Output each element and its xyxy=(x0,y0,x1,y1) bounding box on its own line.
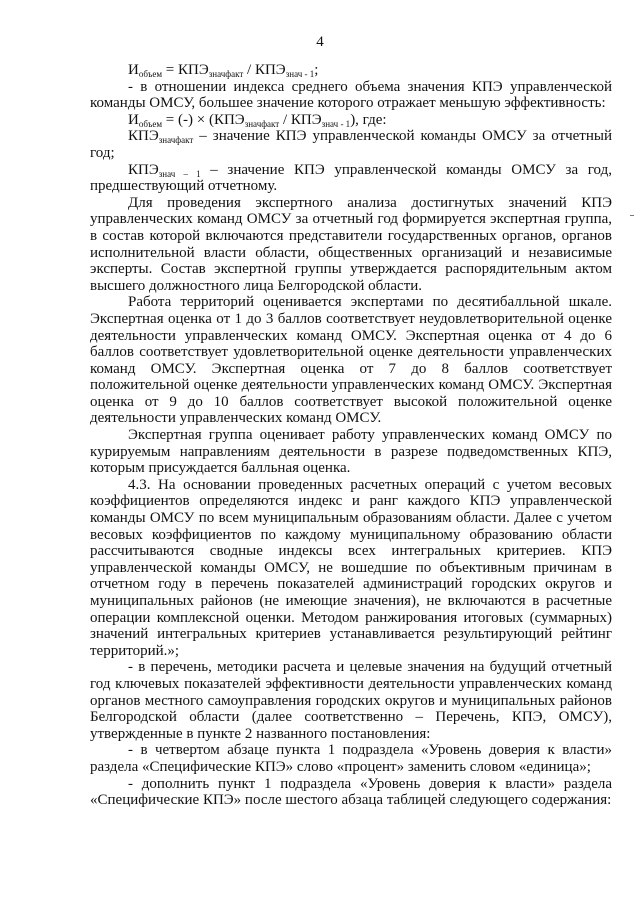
text-segment: – значение КПЭ управленческой команды ОМСУ за год, предшествующий отчетному. xyxy=(90,161,612,195)
text-segment: КПЭ xyxy=(128,128,159,145)
paragraph xyxy=(90,776,612,809)
text-segment: - дополнить пункт 1 подраздела «Уровень доверия к власти» раздела «Специфические КПЭ» после шестого абзаца таблицей следующего содержания: xyxy=(90,775,612,809)
text-segment: - в перечень, методики расчета и целевые значения на будущий отчетный год ключевых показателей эффективности деятельности управленческих команд органов местного самоуправления городских округов и муниципальных районов Белгородской области (далее соответственно – Перечень, КПЭ, ОМСУ), утвержденные в пункте 2 названного постановления: xyxy=(90,659,612,742)
text-segment: И xyxy=(128,62,139,78)
subscript: значфакт xyxy=(158,135,194,146)
text-segment: Работа территорий оценивается экспертами по десятибалльной шкале. Экспертная оценка от 1 до 3 баллов соответствует неудовлетворительной оценке деятельности управленческих команд ОМСУ. Экспертная оценка от 4 до 6 баллов соответствует удовлетворительной оценке деятельности управленческих команд ОМСУ. Экспертная оценка от 7 до 8 баллов соответствует положительной оценке деятельности управленческих команд ОМСУ. Экспертная оценка от 9 до 10 баллов соответствует высокой положительной оценке деятельности управленческих команд ОМСУ. xyxy=(90,294,612,427)
paragraph xyxy=(90,427,612,477)
paragraph xyxy=(90,79,612,112)
text-segment: 4.3. На основании проведенных расчетных операций с учетом весовых коэффициентов определяются индекс и ранг каждого КПЭ управленческой команды ОМСУ по всем муниципальным образованиям области. Далее с учетом весовых коэффициентов по каждому муниципальному образованию области рассчитываются сводные индексы всех интегральных критериев. КПЭ управленческой команды ОМСУ, не вошедшие по объективным причинам в отчетном году в перечень показателей администраций городских округов и муниципальных районов (не имеющие значения), не включаются в расчетные операции комплексной оценки. Методом ранжирования итоговых (суммарных) значений интегральных критериев устанавливается результирующий рейтинг территорий.»; xyxy=(90,476,612,659)
page-number: 4 xyxy=(316,34,324,50)
paragraph xyxy=(90,162,612,195)
subscript: значфакт xyxy=(208,69,244,79)
text-segment: = КПЭ xyxy=(162,62,209,78)
formula-line xyxy=(90,62,612,79)
document-body xyxy=(90,62,612,809)
paragraph xyxy=(90,742,612,775)
paragraph xyxy=(90,659,612,742)
paragraph xyxy=(90,195,612,295)
scan-mark xyxy=(630,215,634,216)
formula-line xyxy=(90,112,612,129)
text-segment: КПЭ xyxy=(128,161,159,178)
subscript: значфакт xyxy=(244,118,280,129)
text-segment: / КПЭ xyxy=(243,62,286,78)
subscript: знач - 1 xyxy=(321,118,351,129)
paragraph xyxy=(90,477,612,660)
paragraph xyxy=(90,128,612,161)
text-segment: ; xyxy=(314,62,319,78)
text-segment: - в четвертом абзаце пункта 1 подраздела «Уровень доверия к власти» раздела «Специфические КПЭ» слово «процент» заменить словом «единица»; xyxy=(90,742,612,775)
subscript: объем xyxy=(138,69,163,79)
text-segment: Экспертная группа оценивает работу управленческих команд ОМСУ по курируемым направлениям деятельности в разрезе подведомственных КПЭ, которым присуждается балльная оценка. xyxy=(90,427,612,477)
text-segment: ), где: xyxy=(350,111,387,128)
subscript: знач - 1 xyxy=(285,69,315,79)
paragraph xyxy=(90,294,612,427)
text-segment: / КПЭ xyxy=(279,111,322,128)
text-segment: = (-) × (КПЭ xyxy=(162,111,245,128)
subscript: знач – 1 xyxy=(158,168,201,179)
text-segment: Для проведения экспертного анализа достигнутых значений КПЭ управленческих команд ОМСУ за отчетный год формируется экспертная группа, в состав которой включаются представители государственных органов, органов исполнительной власти области, общественных организаций и независимые эксперты. Состав экспертной группы утверждается распорядительным актом высшего должностного лица Белгородской области. xyxy=(90,194,612,294)
text-segment: – значение КПЭ управленческой команды ОМСУ за отчетный год; xyxy=(90,128,612,161)
text-segment: И xyxy=(128,111,139,128)
text-segment: - в отношении индекса среднего объема значения КПЭ управленческой команды ОМСУ, большее значение которого отражает меньшую эффективность: xyxy=(90,78,612,112)
subscript: объем xyxy=(138,118,163,129)
